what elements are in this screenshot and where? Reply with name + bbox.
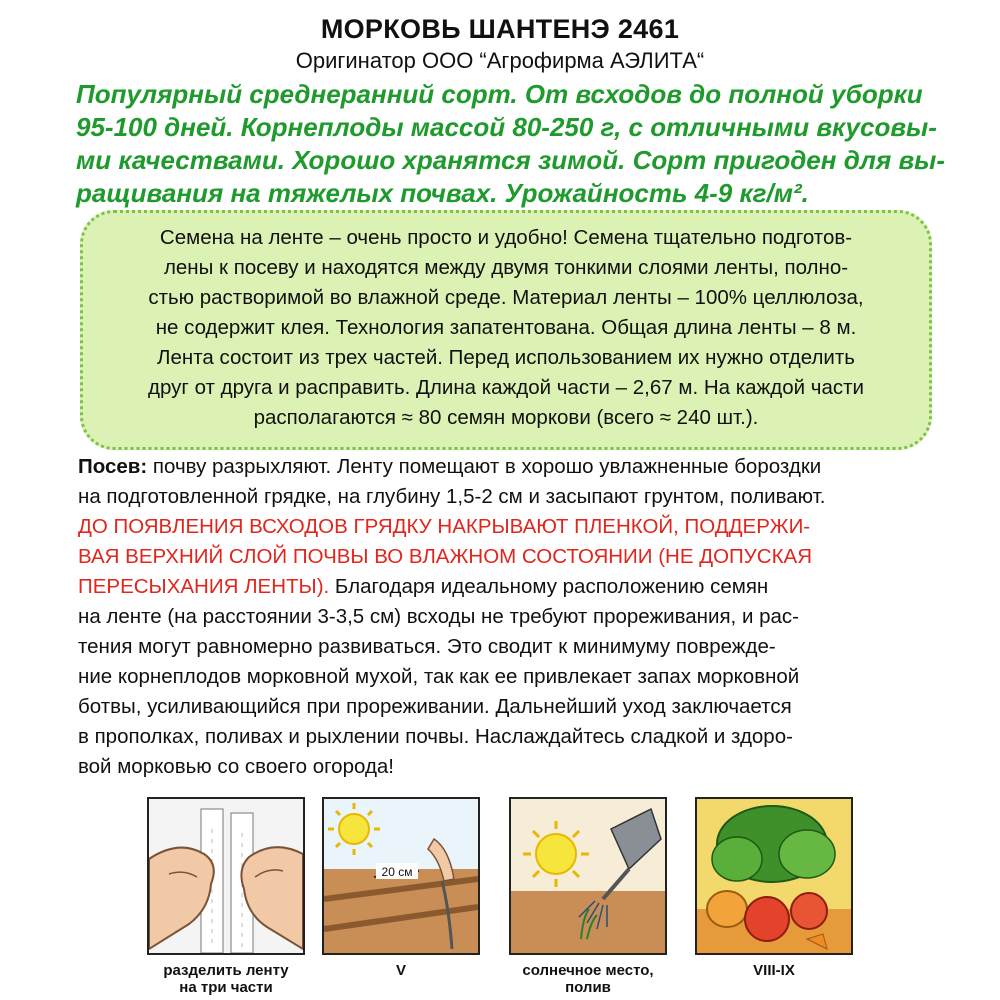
tape-line: не содержит клея. Технология запатентована. Общая длина ленты – 8 м. <box>155 316 857 339</box>
watering-can-icon <box>511 799 665 953</box>
warning-text: ПЕРЕСЫХАНИЯ ЛЕНТЫ). <box>78 575 330 598</box>
tape-line: стью растворимой во влажной среде. Материал ленты – 100% целлюлоза, <box>148 286 864 309</box>
sowing-text: почву разрыхляют. Ленту помещают в хорошо увлажненные бороздки <box>147 455 822 478</box>
sowing-instructions <box>78 452 938 782</box>
step-caption <box>488 962 688 996</box>
intro-line: Популярный среднеранний сорт. От всходов до полной уборки <box>76 79 923 109</box>
warning-line: ВАЯ ВЕРХНИЙ СЛОЙ ПОЧВЫ ВО ВЛАЖНОМ СОСТОЯНИИ (НЕ ДОПУСКАЯ <box>78 545 813 568</box>
intro-line: ми качествами. Хорошо хранятся зимой. Сорт пригоден для вы- <box>76 145 946 175</box>
sowing-text: Благодаря идеальному расположению семян <box>329 575 769 598</box>
sowing-line: в прополках, поливах и рыхлении почвы. Наслаждайтесь сладкой и здоро- <box>78 725 793 748</box>
step-caption: V <box>395 962 406 979</box>
caption-line: на три части <box>179 979 273 996</box>
distance-label: 20 см <box>381 865 413 879</box>
product-title: МОРКОВЬ ШАНТЕНЭ 2461 <box>320 14 680 44</box>
tape-line: располагаются ≈ 80 семян моркови (всего ≈ 240 шт.). <box>253 406 759 429</box>
sowing-line <box>78 572 938 602</box>
tape-line: лены к посеву и находятся между двумя тонкими слоями ленты, полно- <box>163 256 849 279</box>
sowing-line: вой морковью со своего огорода! <box>78 755 394 778</box>
sowing-line: ние корнеплодов морковной мухой, так как ее привлекает запах морковной <box>78 665 800 688</box>
sowing-line: на ленте (на расстоянии 3-3,5 см) всходы не требуют прореживания, и рас- <box>78 605 799 628</box>
sun-furrow-icon <box>324 799 478 953</box>
sowing-label: Посев: <box>78 455 148 478</box>
hands-icon <box>149 799 303 953</box>
step-watering-illustration <box>509 797 667 955</box>
variety-description <box>76 78 946 210</box>
sowing-line: на подготовленной грядке, на глубину 1,5-2 см и засыпают грунтом, поливают. <box>78 485 826 508</box>
step-separate-tape-illustration <box>147 797 305 955</box>
step-caption <box>126 962 326 996</box>
sowing-line <box>78 452 938 482</box>
seed-tape-info-box <box>80 210 932 450</box>
intro-line: 95-100 дней. Корнеплоды массой 80-250 г, с отличными вкусовы- <box>76 112 937 142</box>
sowing-line: тения могут равномерно развиваться. Это сводит к минимуму поврежде- <box>78 635 776 658</box>
caption-line: разделить ленту <box>163 962 289 979</box>
step-caption: VIII-IX <box>753 962 795 979</box>
intro-line: ращивания на тяжелых почвах. Урожайность 4-9 кг/м². <box>76 178 809 208</box>
caption-line: солнечное место, <box>522 962 654 979</box>
tape-line: Лента состоит из трех частей. Перед использованием их нужно отделить <box>157 346 855 369</box>
originator-line: Оригинатор ООО “Агрофирма АЭЛИТА“ <box>295 48 705 73</box>
sowing-line: ботвы, усиливающийся при прореживании. Дальнейший уход заключается <box>78 695 792 718</box>
step-sowing-illustration <box>322 797 480 955</box>
vegetables-icon <box>697 799 851 953</box>
caption-line: полив <box>565 979 611 996</box>
tape-line: друг от друга и расправить. Длина каждой части – 2,67 м. На каждой части <box>148 376 864 399</box>
step-harvest-illustration <box>695 797 853 955</box>
tape-line: Семена на ленте – очень просто и удобно! Семена тщательно подготов- <box>159 226 853 249</box>
warning-line: ДО ПОЯВЛЕНИЯ ВСХОДОВ ГРЯДКУ НАКРЫВАЮТ ПЛЕНКОЙ, ПОДДЕРЖИ- <box>78 515 811 538</box>
